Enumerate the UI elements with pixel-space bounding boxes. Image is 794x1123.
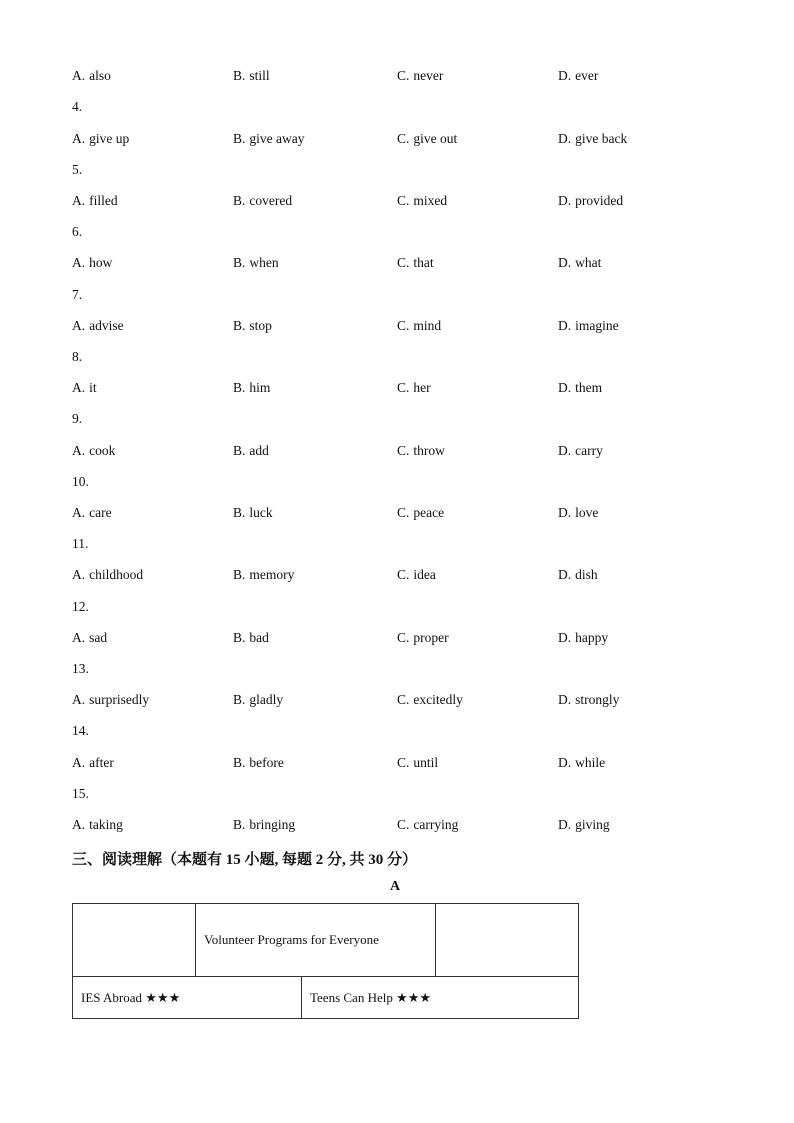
option-c: C. mixed (397, 193, 448, 208)
option-a: A. also (72, 68, 111, 83)
question-number: 14. (72, 723, 89, 738)
section-title: 三、阅读理解（本题有 15 小题, 每题 2 分, 共 30 分） (72, 852, 418, 868)
option-d: D. strongly (558, 692, 620, 707)
option-d: D. what (558, 255, 602, 270)
options-row-13 (72, 692, 732, 710)
option-b: B. covered (233, 193, 293, 208)
passage-letter: A (390, 879, 401, 894)
option-b: B. before (233, 755, 284, 770)
option-b: B. give away (233, 131, 305, 146)
option-b: B. add (233, 443, 269, 458)
option-a: A. advise (72, 318, 124, 333)
options-row-6 (72, 255, 732, 273)
option-d: D. give back (558, 131, 628, 146)
option-c: C. that (397, 255, 434, 270)
option-c: C. idea (397, 567, 436, 582)
question-number: 15. (72, 786, 89, 801)
option-c: C. give out (397, 131, 458, 146)
option-b: B. gladly (233, 692, 284, 707)
option-c: C. until (397, 755, 439, 770)
option-b: B. him (233, 380, 271, 395)
question-number: 11. (72, 536, 89, 551)
option-c: C. never (397, 68, 444, 83)
option-b: B. luck (233, 505, 273, 520)
option-d: D. while (558, 755, 606, 770)
option-b: B. still (233, 68, 270, 83)
option-a: A. cook (72, 443, 116, 458)
option-d: D. ever (558, 68, 599, 83)
option-d: D. love (558, 505, 599, 520)
question-number: 10. (72, 474, 89, 489)
option-c: C. carrying (397, 817, 459, 832)
option-c: C. peace (397, 505, 445, 520)
options-row-3 (72, 68, 732, 86)
option-b: B. bad (233, 630, 269, 645)
option-b: B. when (233, 255, 279, 270)
option-c: C. throw (397, 443, 445, 458)
options-row-11 (72, 567, 732, 585)
program-ies-abroad: IES Abroad ★★★ (81, 989, 181, 1005)
option-c: C. mind (397, 318, 442, 333)
option-a: A. childhood (72, 567, 144, 582)
option-d: D. giving (558, 817, 610, 832)
options-row-14 (72, 755, 732, 773)
options-row-9 (72, 443, 732, 461)
question-number: 9. (72, 411, 83, 426)
option-a: A. filled (72, 193, 118, 208)
option-d: D. dish (558, 567, 598, 582)
table-cell-right (302, 977, 578, 1018)
option-d: D. carry (558, 443, 603, 458)
options-row-8 (72, 380, 732, 398)
programs-table (72, 903, 579, 1019)
options-row-5 (72, 193, 732, 211)
option-a: A. it (72, 380, 97, 395)
options-row-12 (72, 630, 732, 648)
question-number: 5. (72, 162, 83, 177)
options-row-10 (72, 505, 732, 523)
program-teens-can-help: Teens Can Help ★★★ (310, 989, 432, 1005)
options-row-7 (72, 318, 732, 336)
option-b: B. stop (233, 318, 272, 333)
option-a: A. care (72, 505, 112, 520)
option-a: A. how (72, 255, 113, 270)
options-row-15 (72, 817, 732, 835)
option-c: C. proper (397, 630, 449, 645)
option-a: A. sad (72, 630, 108, 645)
option-a: A. surprisedly (72, 692, 150, 707)
option-b: B. memory (233, 567, 295, 582)
option-c: C. excitedly (397, 692, 463, 707)
question-number: 6. (72, 224, 83, 239)
question-number: 12. (72, 599, 89, 614)
table-heading: Volunteer Programs for Everyone (204, 932, 379, 947)
option-a: A. after (72, 755, 114, 770)
option-d: D. imagine (558, 318, 619, 333)
options-row-4 (72, 131, 732, 149)
option-b: B. bringing (233, 817, 296, 832)
option-a: A. taking (72, 817, 123, 832)
question-number: 8. (72, 349, 83, 364)
option-d: D. provided (558, 193, 624, 208)
option-c: C. her (397, 380, 431, 395)
option-d: D. happy (558, 630, 609, 645)
table-heading-cell (196, 904, 435, 976)
option-d: D. them (558, 380, 603, 395)
question-number: 13. (72, 661, 89, 676)
question-number: 4. (72, 99, 83, 114)
question-number: 7. (72, 287, 83, 302)
table-divider (435, 904, 436, 976)
option-a: A. give up (72, 131, 130, 146)
table-cell-left (73, 977, 301, 1018)
